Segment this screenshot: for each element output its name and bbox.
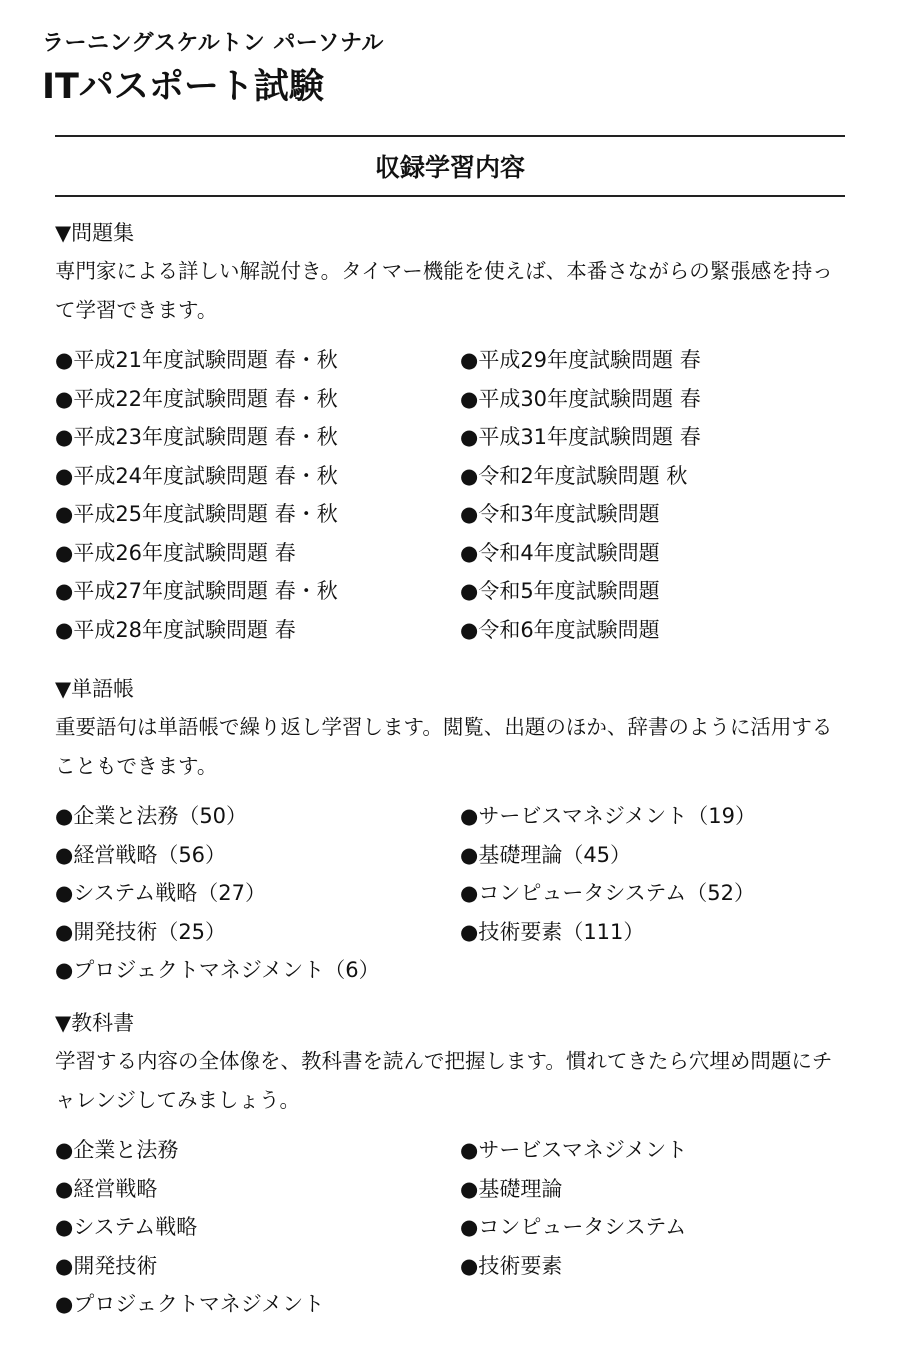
- item-list: [55, 341, 845, 649]
- list-item: ●平成27年度試験問題 春・秋: [55, 579, 338, 603]
- list-item: ●経営戦略: [55, 1176, 158, 1201]
- list-item: ●平成29年度試験問題 春: [460, 348, 701, 372]
- list-item: ●令和6年度試験問題: [460, 617, 660, 642]
- item-list: [55, 1131, 845, 1324]
- section-description: 専門家による詳しい解説付き。タイマー機能を使えば、本番さながらの緊張感を持って学習できます。: [55, 259, 833, 322]
- list-item: ●平成30年度試験問題 春: [460, 386, 701, 411]
- list-item: ●平成26年度試験問題 春: [55, 540, 296, 565]
- list-item: ●技術要素（111）: [460, 919, 645, 944]
- section-description: 重要語句は単語帳で繰り返し学習します。閲覧、出題のほか、辞書のように活用することもできます。: [55, 715, 833, 778]
- list-item: ●平成28年度試験問題 春: [55, 617, 296, 642]
- page-title: ITパスポート試験: [42, 67, 324, 107]
- list-item: ●令和2年度試験問題 秋: [460, 463, 688, 488]
- section-textbook: [55, 1008, 845, 1324]
- list-item: ●コンピュータシステム: [460, 1215, 687, 1239]
- list-item: ●基礎理論: [460, 1176, 563, 1201]
- list-item: ●経営戦略（56）: [55, 842, 227, 867]
- list-item: ●企業と法務: [55, 1138, 179, 1162]
- list-item: ●開発技術（25）: [55, 919, 227, 944]
- brand-name: ラーニングスケルトン パーソナル: [42, 31, 384, 56]
- list-item: ●企業と法務（50）: [55, 804, 248, 828]
- list-item: ●平成22年度試験問題 春・秋: [55, 386, 338, 411]
- list-item: ●令和3年度試験問題: [460, 502, 660, 526]
- list-item: ●令和4年度試験問題: [460, 540, 660, 565]
- list-item: ●サービスマネジメント（19）: [460, 804, 756, 828]
- item-list: [55, 797, 845, 990]
- list-item: ●開発技術: [55, 1253, 158, 1278]
- contents-title: 収録学習内容: [374, 153, 525, 182]
- section-heading: ▼教科書: [55, 1011, 135, 1035]
- list-item: ●システム戦略: [55, 1215, 198, 1239]
- list-item: ●平成31年度試験問題 春: [460, 425, 701, 449]
- list-item: ●平成25年度試験問題 春・秋: [55, 502, 338, 526]
- list-item: ●平成24年度試験問題 春・秋: [55, 463, 338, 488]
- list-item: ●サービスマネジメント: [460, 1138, 688, 1162]
- list-item: ●プロジェクトマネジメント: [55, 1292, 325, 1316]
- list-item: ●システム戦略（27）: [55, 881, 266, 905]
- contents-title-bar: [55, 135, 845, 197]
- list-item: ●プロジェクトマネジメント（6）: [55, 958, 380, 982]
- section-description: 学習する内容の全体像を、教科書を読んで把握します。慣れてきたら穴埋め問題にチャレンジしてみましょう。: [55, 1049, 833, 1112]
- section-question-sets: [55, 218, 845, 649]
- section-heading: ▼問題集: [55, 221, 135, 245]
- header: [42, 28, 384, 112]
- list-item: ●平成21年度試験問題 春・秋: [55, 348, 338, 372]
- list-item: ●平成23年度試験問題 春・秋: [55, 425, 338, 449]
- section-heading: ▼単語帳: [55, 677, 135, 701]
- list-item: ●基礎理論（45）: [460, 842, 632, 867]
- list-item: ●コンピュータシステム（52）: [460, 881, 755, 905]
- list-item: ●技術要素: [460, 1253, 563, 1278]
- list-item: ●令和5年度試験問題: [460, 579, 660, 603]
- section-vocabulary: [55, 674, 845, 990]
